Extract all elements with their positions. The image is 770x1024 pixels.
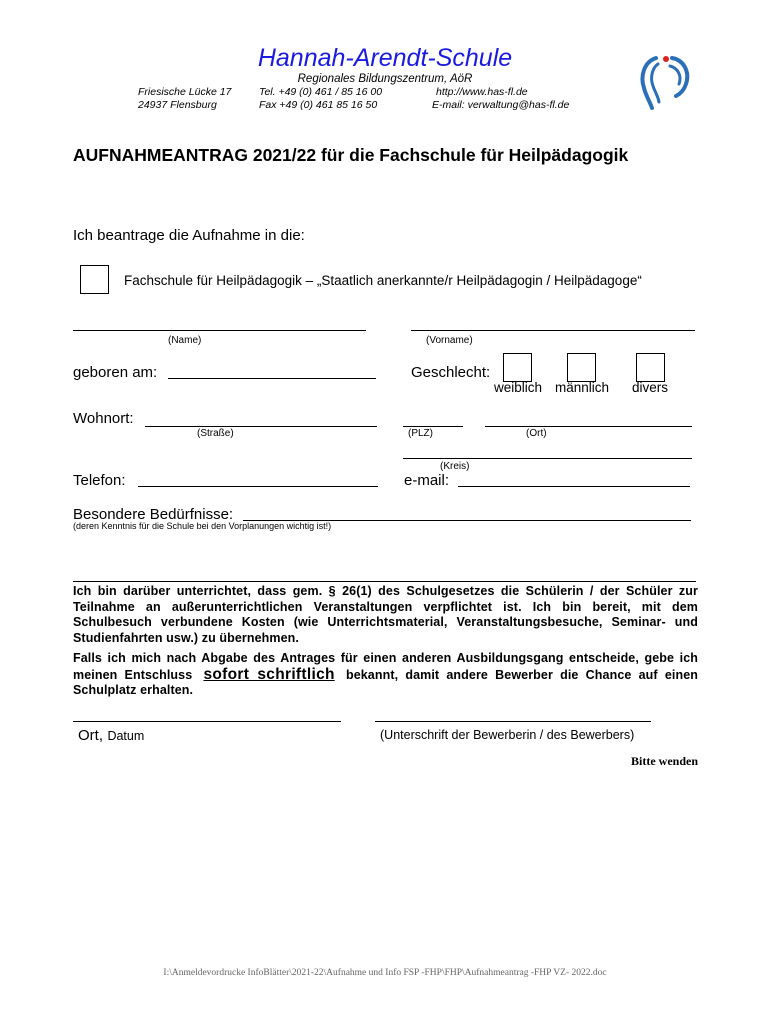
special-needs-label: Besondere Bedürfnisse: — [73, 506, 234, 523]
phone-label: Telefon: — [73, 472, 126, 489]
name-line[interactable] — [73, 330, 366, 331]
birth-label: geboren am: — [73, 364, 158, 381]
website-link[interactable]: http://www.has-fl.de — [436, 86, 528, 98]
street-label: (Straße) — [197, 428, 234, 439]
school-subtitle: Regionales Bildungszentrum, AöR — [297, 73, 473, 85]
address-city: 24937 Flensburg — [138, 99, 217, 111]
phone-number: Tel. +49 (0) 461 / 85 16 00 — [259, 86, 383, 98]
withdrawal-text-start: Falls ich mich nach Abgabe des Antrages für einen anderen Ausbildungsgang entscheide, gebe ich meinen Entschluss — [73, 651, 698, 682]
school-name: Hannah-Arendt-Schule — [257, 44, 513, 72]
city-line[interactable] — [485, 426, 692, 427]
address-street: Friesische Lücke 17 — [138, 86, 232, 98]
name-label: (Name) — [168, 335, 202, 346]
info-paragraph: Ich bin darüber unterrichtet, dass gem. § 26(1) des Schulgesetzes die Schülerin / der Schüler zur Teilnahme an außerunterrichtlichen Veranstaltungen verpflichtet ist. Ich bin bereit, mit dem Schulbesuch verbundene Kosten (wie Unterrichtsmaterial, Veranstaltungsbesuche, Seminar- und Studienfahrten usw.) zu übernehmen. — [73, 584, 698, 645]
signature-line[interactable] — [375, 721, 651, 722]
school-logo-icon — [636, 50, 694, 112]
gender-male-label: männlich — [555, 380, 610, 395]
street-line[interactable] — [145, 426, 377, 427]
gender-male-checkbox[interactable] — [567, 353, 596, 382]
place-date-line[interactable] — [73, 721, 341, 722]
fax-number: Fax +49 (0) 461 85 16 50 — [259, 99, 378, 111]
withdrawal-emphasis: sofort schriftlich — [203, 665, 335, 683]
plz-label: (PLZ) — [408, 428, 433, 439]
please-turn-note: Bitte wenden — [631, 754, 698, 768]
district-label: (Kreis) — [440, 461, 470, 472]
plz-line[interactable] — [403, 426, 463, 427]
withdrawal-text-end: bekannt, damit andere Bewerber die Chance auf einen Schulplatz erhalten. — [73, 667, 699, 697]
vorname-label: (Vorname) — [426, 335, 473, 346]
withdrawal-paragraph — [73, 651, 698, 699]
vorname-line[interactable] — [411, 330, 695, 331]
place-date-label — [78, 727, 144, 745]
gender-diverse-checkbox[interactable] — [636, 353, 665, 382]
school-web-block — [432, 86, 569, 112]
email-line[interactable] — [458, 486, 690, 487]
special-needs-line-2[interactable] — [73, 581, 696, 582]
phone-line[interactable] — [138, 486, 378, 487]
school-type-checkbox[interactable] — [80, 265, 109, 294]
district-line[interactable] — [403, 458, 692, 459]
gender-female-checkbox[interactable] — [503, 353, 532, 382]
gender-female-label: weiblich — [494, 380, 543, 395]
city-label: (Ort) — [526, 428, 547, 439]
gender-label: Geschlecht: — [411, 364, 491, 381]
signature-label: (Unterschrift der Bewerberin / des Bewerbers) — [380, 728, 635, 742]
school-phone-block — [259, 86, 382, 112]
gender-diverse-label: divers — [632, 380, 669, 395]
residence-label: Wohnort: — [73, 410, 134, 427]
school-address — [138, 86, 231, 112]
birth-date-line[interactable] — [168, 378, 376, 379]
date-label: Datum — [107, 729, 145, 743]
special-needs-hint: (deren Kenntnis für die Schule bei den Vorplanungen wichtig ist!) — [73, 521, 332, 531]
intro-text: Ich beantrage die Aufnahme in die: — [73, 227, 305, 244]
email-link[interactable]: E-mail: verwaltung@has-fl.de — [432, 99, 570, 111]
email-field-label: e-mail: — [404, 472, 450, 489]
footer-file-path: I:\Anmeldevordrucke InfoBlätter\2021-22\Aufnahme und Info FSP -FHP\FHP\Aufnahmeantrag -FHP VZ- 2022.doc — [163, 968, 607, 978]
form-title: AUFNAHMEANTRAG 2021/22 für die Fachschule für Heilpädagogik — [73, 145, 629, 165]
school-type-label: Fachschule für Heilpädagogik – „Staatlich anerkannte/r Heilpädagogin / Heilpädagoge“ — [124, 273, 642, 288]
place-label: Ort, — [78, 727, 103, 744]
